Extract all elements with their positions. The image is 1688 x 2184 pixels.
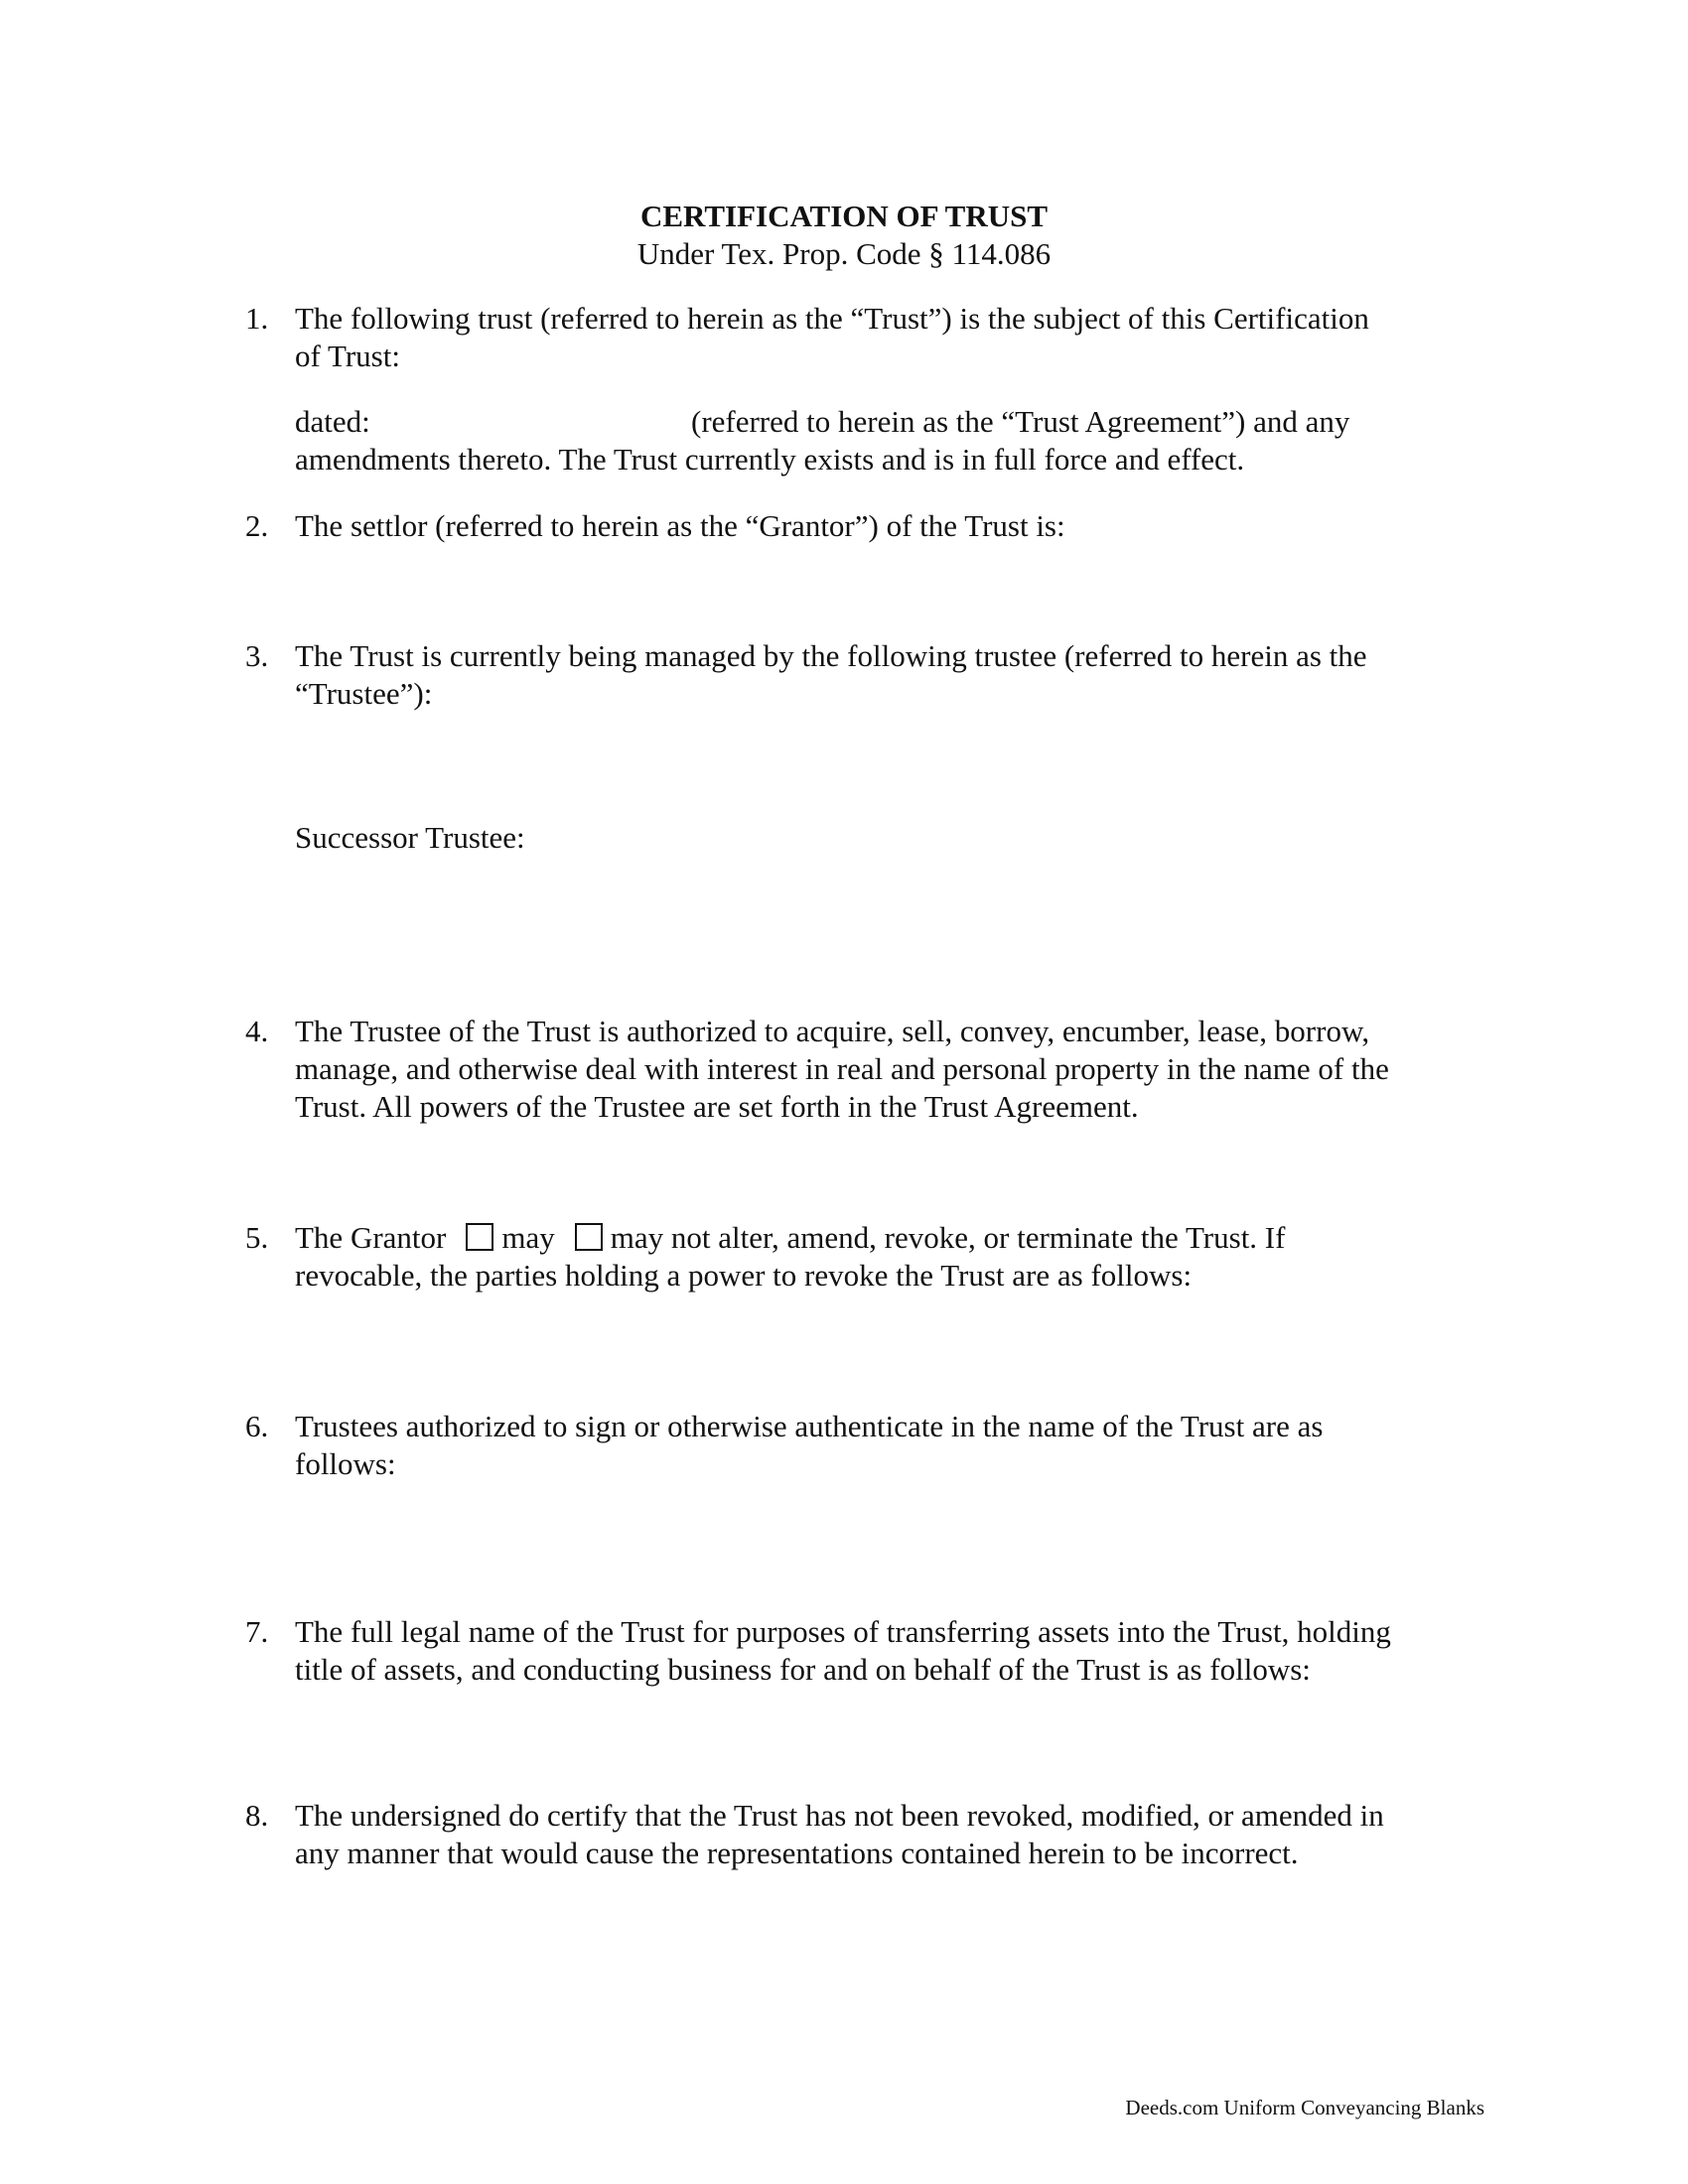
item-text-line: any manner that would cause the representations contained herein to be incorrect. — [295, 1836, 1299, 1870]
item-number: 5. — [245, 1220, 269, 1255]
item-text-line: Trustees authorized to sign or otherwise authenticate in the name of the Trust are as — [295, 1409, 1324, 1443]
item-number: 1. — [245, 301, 269, 336]
item-number: 4. — [245, 1014, 269, 1048]
item-number: 7. — [245, 1614, 269, 1649]
footer-text: Deeds.com Uniform Conveyancing Blanks — [1125, 2096, 1484, 2119]
item-text-line: title of assets, and conducting business for and on behalf of the Trust is as follows: — [295, 1652, 1311, 1687]
item-text-line: The undersigned do certify that the Trust has not been revoked, modified, or amended in — [295, 1798, 1384, 1833]
item-number: 3. — [245, 638, 269, 673]
item-text-line: Trust. All powers of the Trustee are set forth in the Trust Agreement. — [295, 1089, 1139, 1124]
item-text-line: The full legal name of the Trust for purposes of transferring assets into the Trust, holding — [295, 1614, 1391, 1649]
item-number: 8. — [245, 1798, 269, 1833]
may-checkbox[interactable] — [466, 1223, 493, 1251]
dated-label: dated: — [295, 404, 370, 439]
dated-continuation — [295, 441, 1477, 478]
item-text-line: The Trust is currently being managed by the following trustee (referred to herein as the — [295, 638, 1367, 673]
may-not-text: may not alter, amend, revoke, or terminate the Trust. If — [610, 1220, 1286, 1255]
item-text-line: of Trust: — [295, 339, 400, 373]
item-text-line: The Trustee of the Trust is authorized to acquire, sell, convey, encumber, lease, borrow, — [295, 1014, 1370, 1048]
grantor-text: The Grantor — [295, 1220, 447, 1255]
item-5-first-line — [295, 1219, 1477, 1257]
item-text-line: follows: — [295, 1446, 396, 1481]
item-number: 2. — [245, 508, 269, 543]
document-subtitle: Under Tex. Prop. Code § 114.086 — [636, 236, 1052, 271]
item-text-line: The settlor (referred to herein as the “Grantor”) of the Trust is: — [295, 508, 1065, 543]
item-text-line: manage, and otherwise deal with interest in real and personal property in the name of the — [295, 1051, 1389, 1086]
may-not-checkbox[interactable] — [575, 1223, 603, 1251]
document-title: CERTIFICATION OF TRUST — [639, 199, 1049, 233]
dated-text: (referred to herein as the “Trust Agreement”) and any — [691, 404, 1350, 439]
item-text-line: The following trust (referred to herein as the “Trust”) is the subject of this Certification — [295, 301, 1369, 336]
item-text-line: “Trustee”): — [295, 676, 433, 711]
successor-trustee-label: Successor Trustee: — [295, 820, 525, 855]
item-text-line: revocable, the parties holding a power to revoke the Trust are as follows: — [295, 1258, 1193, 1293]
item-number: 6. — [245, 1409, 269, 1443]
dated-line-2: amendments thereto. The Trust currently exists and is in full force and effect. — [295, 442, 1245, 477]
may-label: may — [501, 1220, 555, 1255]
